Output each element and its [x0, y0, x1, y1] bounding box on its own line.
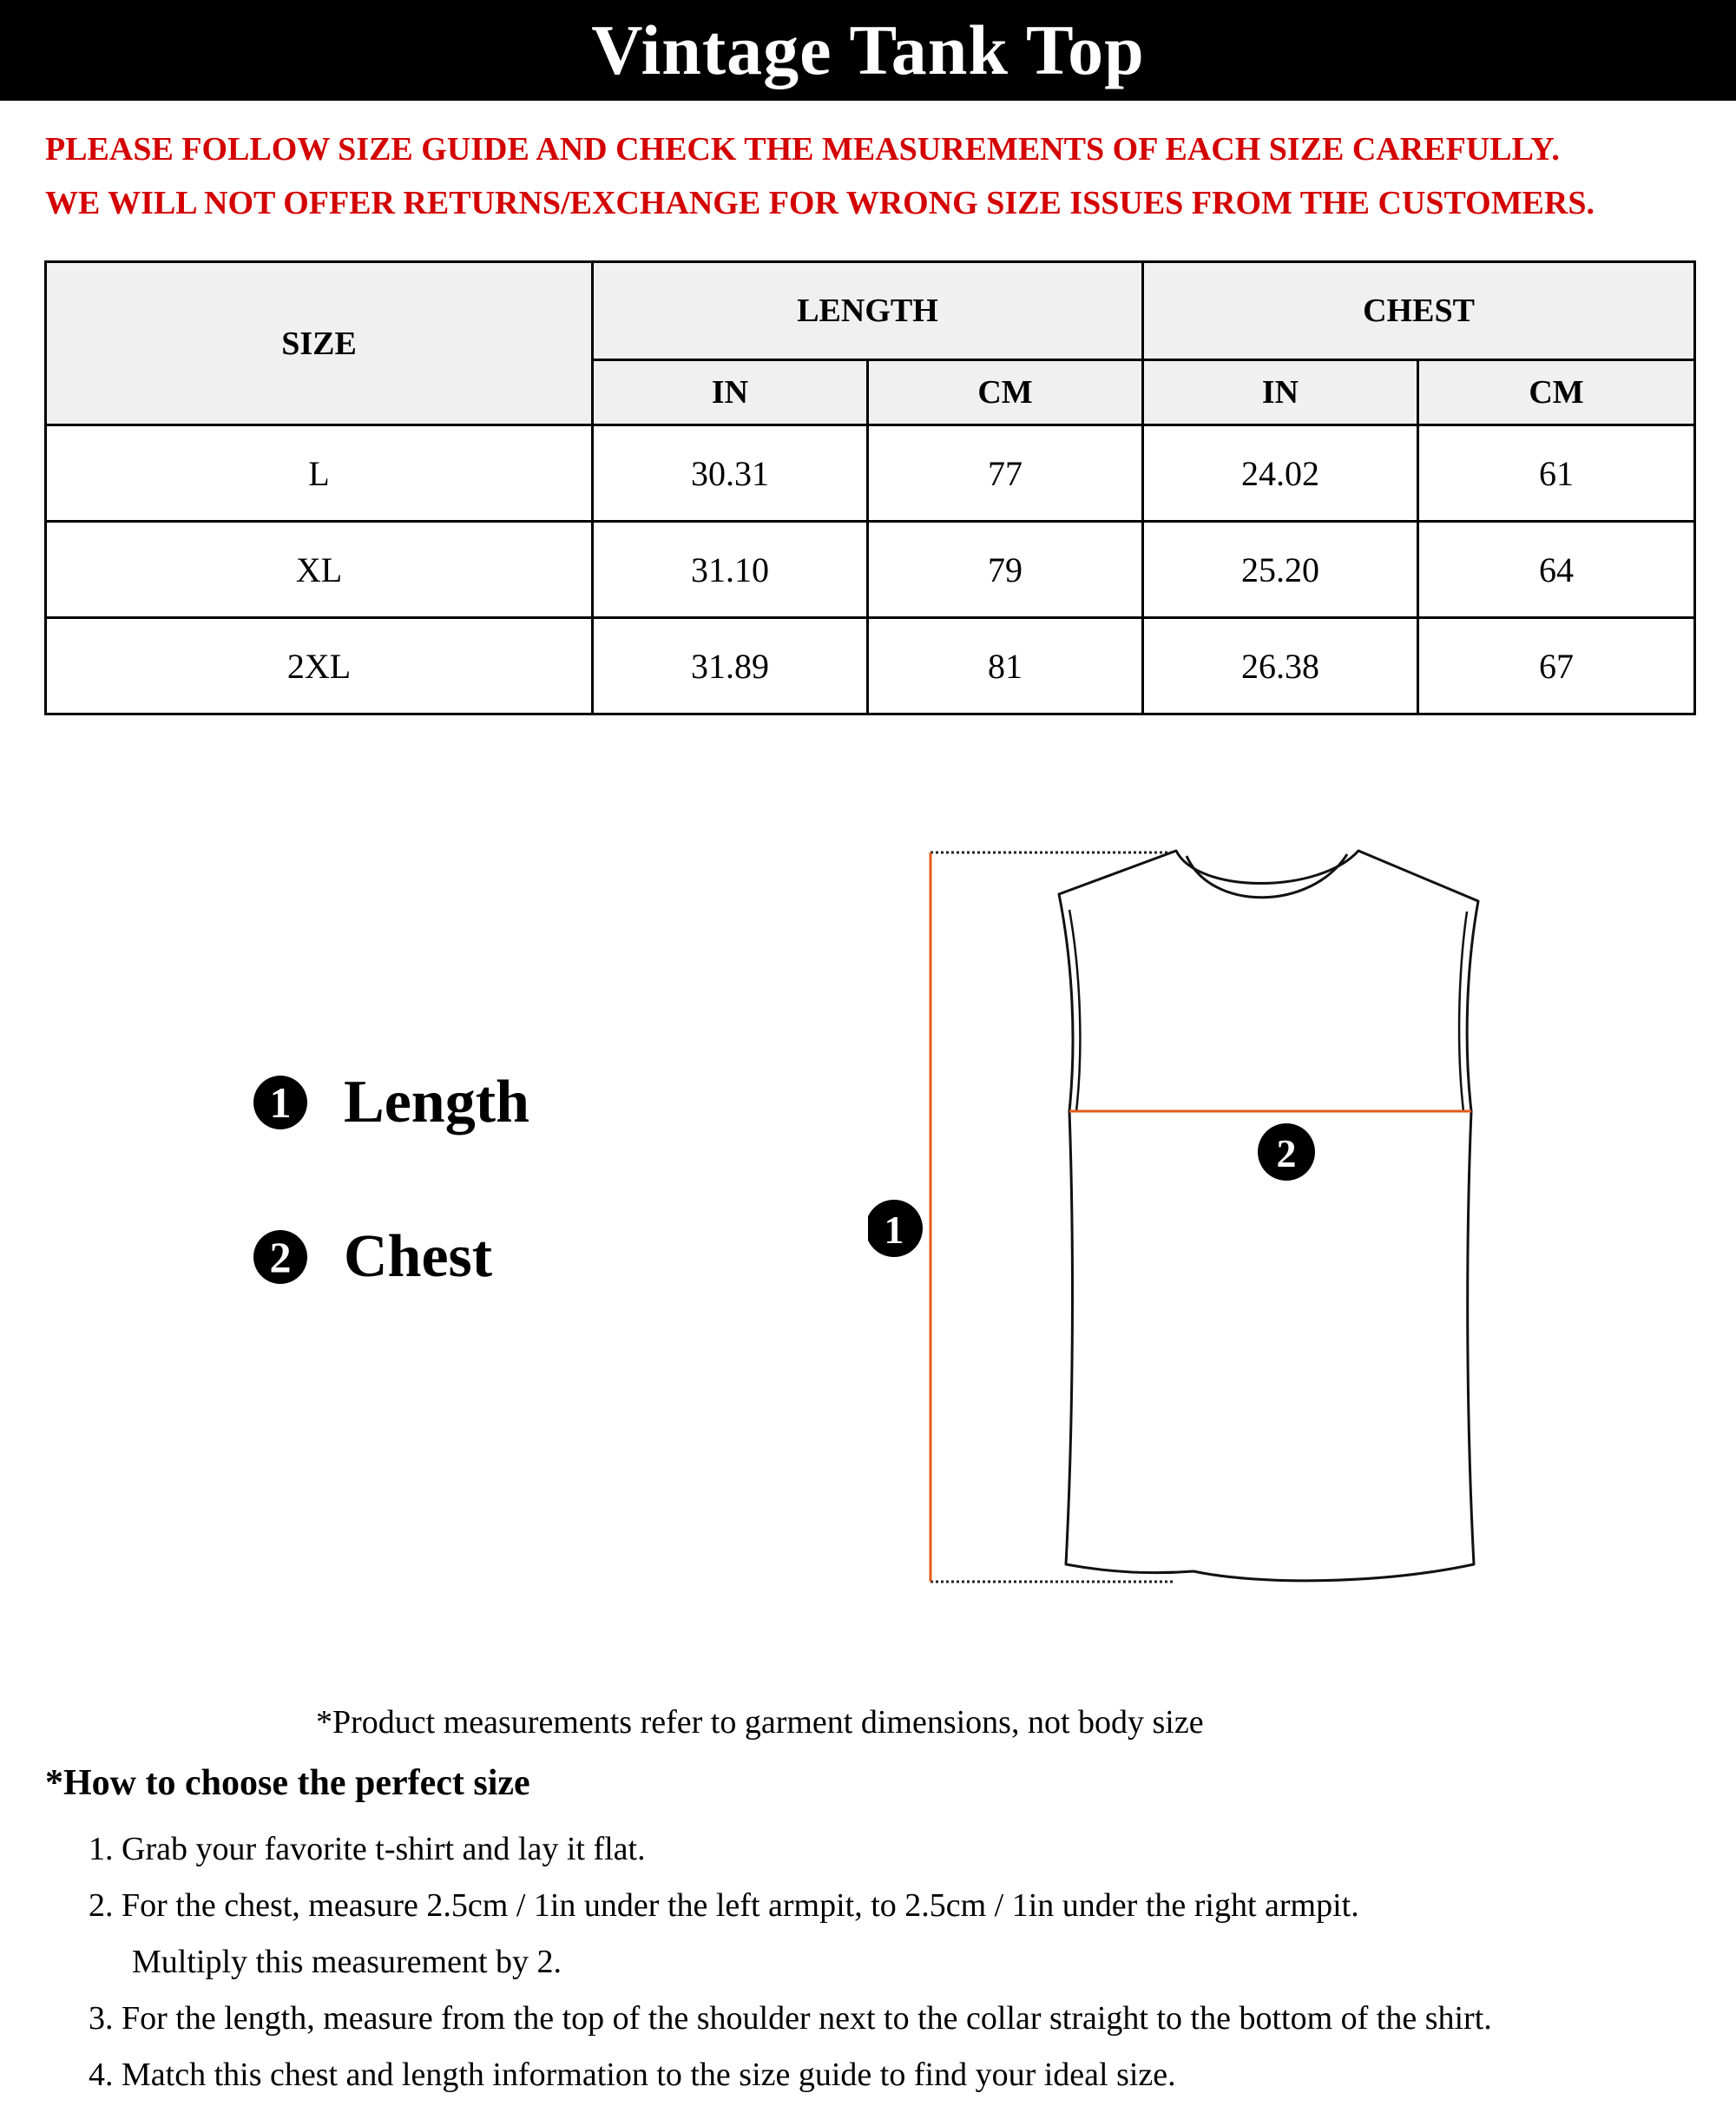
howto-step-3: 3. For the length, measure from the top of the shoulder next to the collar straight to the bottom of the shirt.: [89, 2000, 1492, 2037]
legend-number-2-icon: 2: [253, 1230, 307, 1284]
howto-step-2: 2. For the chest, measure 2.5cm / 1in under the left armpit, to 2.5cm / 1in under the right armpit.: [89, 1887, 1359, 1924]
chest-header: CHEST: [1143, 262, 1695, 360]
length-cm-header: CM: [868, 360, 1143, 425]
length-cm-cell: 77: [868, 425, 1143, 522]
length-header: LENGTH: [593, 262, 1143, 360]
legend-label-length: Length: [344, 1069, 529, 1135]
size-cell: XL: [46, 522, 593, 618]
size-cell: L: [46, 425, 593, 522]
legend-label-chest: Chest: [344, 1223, 493, 1290]
tank-top-outline-icon: [1059, 851, 1478, 1581]
chest-in-cell: 24.02: [1143, 425, 1418, 522]
table-row: [46, 425, 1695, 522]
chest-in-cell: 26.38: [1143, 618, 1418, 714]
warning-line-2: WE WILL NOT OFFER RETURNS/EXCHANGE FOR WRONG SIZE ISSUES FROM THE CUSTOMERS.: [45, 185, 1595, 221]
table-row: [46, 618, 1695, 714]
table-header-row: [46, 262, 1695, 360]
chest-cm-cell: 64: [1418, 522, 1695, 618]
howto-step-1: 1. Grab your favorite t-shirt and lay it flat.: [89, 1831, 646, 1867]
length-in-cell: 30.31: [593, 425, 868, 522]
size-header: SIZE: [46, 262, 593, 425]
measurement-note: *Product measurements refer to garment dimensions, not body size: [316, 1704, 1204, 1741]
chest-in-cell: 25.20: [1143, 522, 1418, 618]
tank-top-diagram: [868, 825, 1528, 1606]
chest-cm-cell: 61: [1418, 425, 1695, 522]
length-cm-cell: 79: [868, 522, 1143, 618]
legend-number-1-icon: 1: [253, 1076, 307, 1129]
warning-line-1: PLEASE FOLLOW SIZE GUIDE AND CHECK THE MEASUREMENTS OF EACH SIZE CAREFULLY.: [45, 131, 1560, 168]
table-row: [46, 522, 1695, 618]
length-marker-icon: [868, 1200, 923, 1257]
title-bar: [0, 0, 1736, 101]
howto-title: *How to choose the perfect size: [45, 1763, 530, 1803]
chest-in-header: IN: [1143, 360, 1418, 425]
howto-steps: [89, 1830, 1492, 2112]
length-in-cell: 31.10: [593, 522, 868, 618]
svg-text:2: 2: [1276, 1131, 1297, 1175]
svg-text:1: 1: [884, 1208, 904, 1252]
chest-cm-header: CM: [1418, 360, 1695, 425]
page-title: Vintage Tank Top: [591, 10, 1145, 89]
length-in-cell: 31.89: [593, 618, 868, 714]
legend-length: [253, 1068, 529, 1137]
legend-chest: [253, 1222, 492, 1292]
length-cm-cell: 81: [868, 618, 1143, 714]
size-cell: 2XL: [46, 618, 593, 714]
howto-step-4: 4. Match this chest and length information to the size guide to find your ideal size.: [89, 2057, 1176, 2093]
size-table: [44, 260, 1696, 715]
chest-cm-cell: 67: [1418, 618, 1695, 714]
length-in-header: IN: [593, 360, 868, 425]
chest-marker-icon: [1258, 1123, 1315, 1181]
howto-step-2-continued: Multiply this measurement by 2.: [132, 1944, 562, 1980]
